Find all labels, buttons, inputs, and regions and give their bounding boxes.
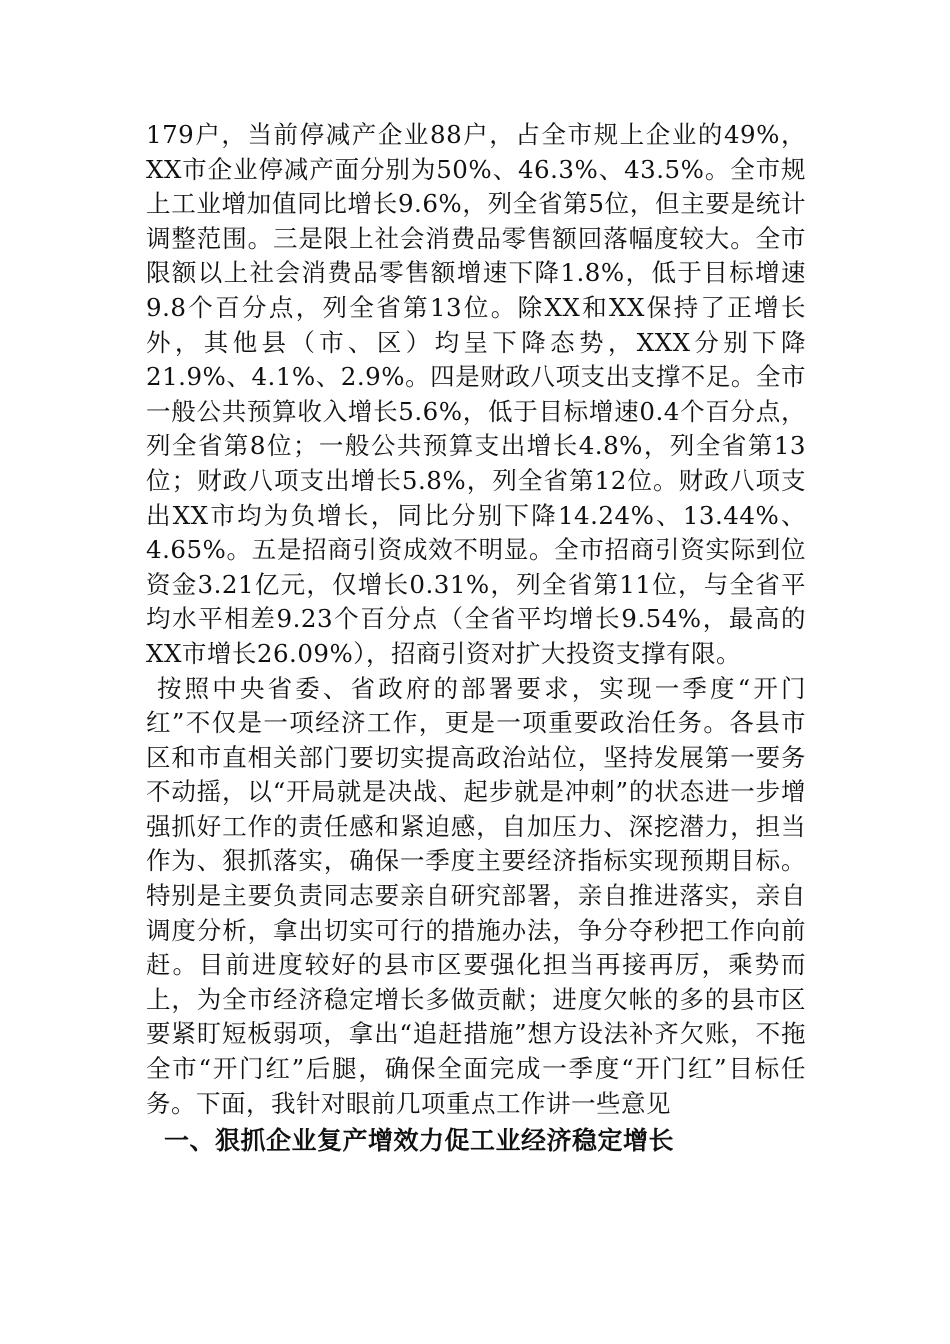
- body-paragraph: 按照中央省委、省政府的部署要求，实现一季度“开门红”不仅是一项经济工作，更是一项重要政治任务。各县市区和市直相关部门要切实提高政治站位，坚持发展第一要务不动摇，以“开局就是决战、起步就是冲刺”的状态进一步增强抓好工作的责任感和紧迫感，自加压力、深挖潜力，担当作为、狠抓落实，确保一季度主要经济指标实现预期目标。特别是主要负责同志要亲自研究部署，亲自推进落实，亲自调度分析，拿出切实可行的措施办法，争分夺秒把工作向前赶。目前进度较好的县市区要强化担当再接再厉，乘势而上，为全市经济稳定增长多做贡献；进度欠帐的多的县市区要紧盯短板弱项，拿出“追赶措施”想方设法补齐欠账，不拖全市“开门红”后腿，确保全面完成一季度“开门红”目标任务。下面，我针对眼前几项重点工作讲一些意见: [146, 673, 806, 1118]
- section-heading: 一、狠抓企业复产增效力促工业经济稳定增长: [164, 1126, 675, 1156]
- document-body: [146, 118, 806, 1161]
- body-paragraph: 179户，当前停减产企业88户，占全市规上企业的49%，XX市企业停减产面分别为50%、46.3%、43.5%。全市规上工业增加值同比增长9.6%，列全省第5位，但主要是统计调整范围。三是限上社会消费品零售额回落幅度较大。全市限额以上社会消费品零售额增速下降1.8%，低于目标增速9.8个百分点，列全省第13位。除XX和XX保持了正增长外，其他县（市、区）均呈下降态势，XXX分别下降21.9%、4.1%、2.9%。四是财政八项支出支撑不足。全市一般公共预算收入增长5.6%，低于目标增速0.4个百分点，列全省第8位；一般公共预算支出增长4.8%，列全省第13位；财政八项支出增长5.8%，列全省第12位。财政八项支出XX市均为负增长，同比分别下降14.24%、13.44%、4.65%。五是招商引资成效不明显。全市招商引资实际到位资金3.21亿元，仅增长0.31%，列全省第11位，与全省平均水平相差9.23个百分点（全省平均增长9.54%，最高的XX市增长26.09%），招商引资对扩大投资支撑有限。: [146, 120, 806, 668]
